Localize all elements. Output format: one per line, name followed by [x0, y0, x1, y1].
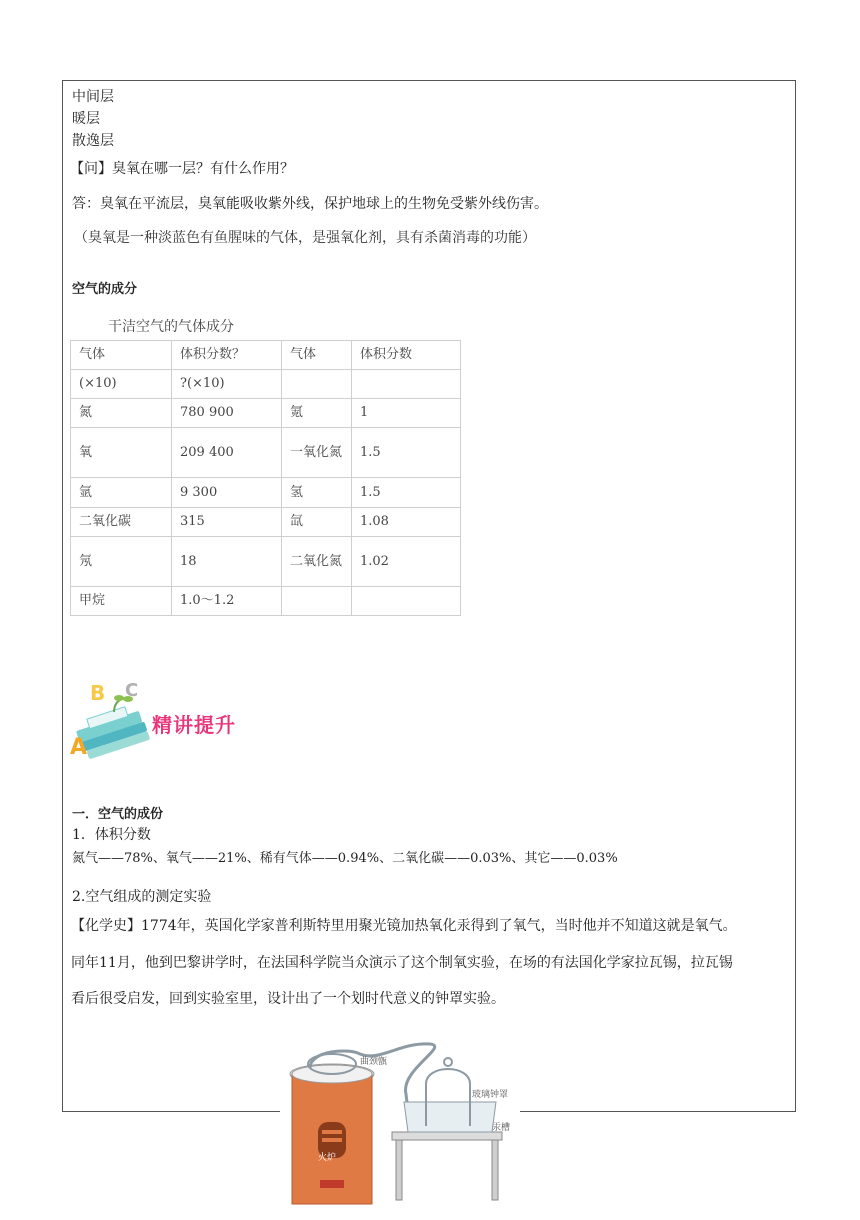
banner-title: 精讲提升 — [152, 713, 236, 737]
table-cell: 1.5 — [352, 478, 461, 508]
table-cell: 二氧化碳 — [71, 508, 172, 537]
answer: 答：臭氧在平流层，臭氧能吸收紫外线，保护地球上的生物免受紫外线伤害。 — [72, 196, 548, 212]
table-cell: 氧 — [71, 428, 172, 478]
sub-heading: 1．体积分数 — [72, 827, 151, 843]
table-cell: 气体 — [71, 341, 172, 370]
layer-item: 中间层 — [72, 89, 114, 105]
table-row — [71, 537, 461, 587]
history-line: 【化学史】1774年，英国化学家普利斯特里用聚光镜加热氧化汞得到了氧气，当时他并不知道这就是氧气。 — [71, 918, 737, 934]
table-cell: 体积分数 — [352, 341, 461, 370]
table-cell: 氙 — [282, 508, 352, 537]
table-cell: 780 900 — [172, 399, 282, 428]
label-bell-jar: 玻璃钟罩 — [472, 1090, 509, 1100]
banner-letter-b: B — [90, 681, 106, 705]
label-retort: 曲颈甑 — [360, 1057, 388, 1067]
table-cell: 气体 — [282, 341, 352, 370]
table-caption: 干洁空气的气体成分 — [108, 319, 234, 335]
label-furnace: 火炉 — [318, 1153, 337, 1163]
table-cell: 氩 — [71, 478, 172, 508]
table-row — [71, 428, 461, 478]
layer-item: 散逸层 — [72, 133, 114, 149]
table-cell: 1.0～1.2 — [172, 587, 282, 616]
question: 【问】臭氧在哪一层？有什么作用？ — [70, 161, 294, 177]
table-cell: (×10) — [71, 370, 172, 399]
table-cell: 甲烷 — [71, 587, 172, 616]
table-cell: 氢 — [282, 478, 352, 508]
table-cell: 1.02 — [352, 537, 461, 587]
table-cell — [282, 587, 352, 616]
table-cell: 体积分数？ — [172, 341, 282, 370]
history-line: 同年11月，他到巴黎讲学时，在法国科学院当众演示了这个制氧实验，在场的有法国化学家拉瓦锡，拉瓦锡 — [71, 955, 733, 971]
history-line: 看后很受启发，回到实验室里，设计出了一个划时代意义的钟罩实验。 — [71, 991, 505, 1007]
table-cell: 氪 — [282, 399, 352, 428]
section-heading: 空气的成分 — [72, 282, 138, 297]
label-trough: 汞槽 — [492, 1123, 511, 1133]
table-cell — [352, 587, 461, 616]
table-cell — [352, 370, 461, 399]
table-cell: 315 — [172, 508, 282, 537]
table-row — [71, 587, 461, 616]
table-cell: 氖 — [71, 537, 172, 587]
table-row — [71, 508, 461, 537]
table-row — [71, 370, 461, 399]
table-cell: 9 300 — [172, 478, 282, 508]
banner-letter-c: C — [125, 680, 139, 701]
lavoisier-apparatus-illustration — [280, 1040, 540, 1220]
sub-heading: 2.空气组成的测定实验 — [72, 889, 212, 905]
table-cell: 二氧化氮 — [282, 537, 352, 587]
layer-item: 暖层 — [72, 111, 100, 127]
note: （臭氧是一种淡蓝色有鱼腥味的气体，是强氧化剂，具有杀菌消毒的功能） — [74, 230, 536, 246]
table-row — [71, 399, 461, 428]
table-row — [71, 478, 461, 508]
table-row — [71, 341, 461, 370]
table-cell: 1.08 — [352, 508, 461, 537]
table-cell — [282, 370, 352, 399]
table-cell: 18 — [172, 537, 282, 587]
volume-fractions: 氮气——78%、氧气——21%、稀有气体——0.94%、二氧化碳——0.03%、其它——0.03% — [72, 851, 618, 866]
table-cell: ?(×10) — [172, 370, 282, 399]
part-heading: 一．空气的成份 — [72, 807, 164, 822]
banner-letter-a: A — [70, 735, 88, 760]
table-cell: 氮 — [71, 399, 172, 428]
gas-composition-table — [70, 340, 461, 616]
table-cell: 209 400 — [172, 428, 282, 478]
table-cell: 一氧化氮 — [282, 428, 352, 478]
table-cell: 1 — [352, 399, 461, 428]
table-cell: 1.5 — [352, 428, 461, 478]
